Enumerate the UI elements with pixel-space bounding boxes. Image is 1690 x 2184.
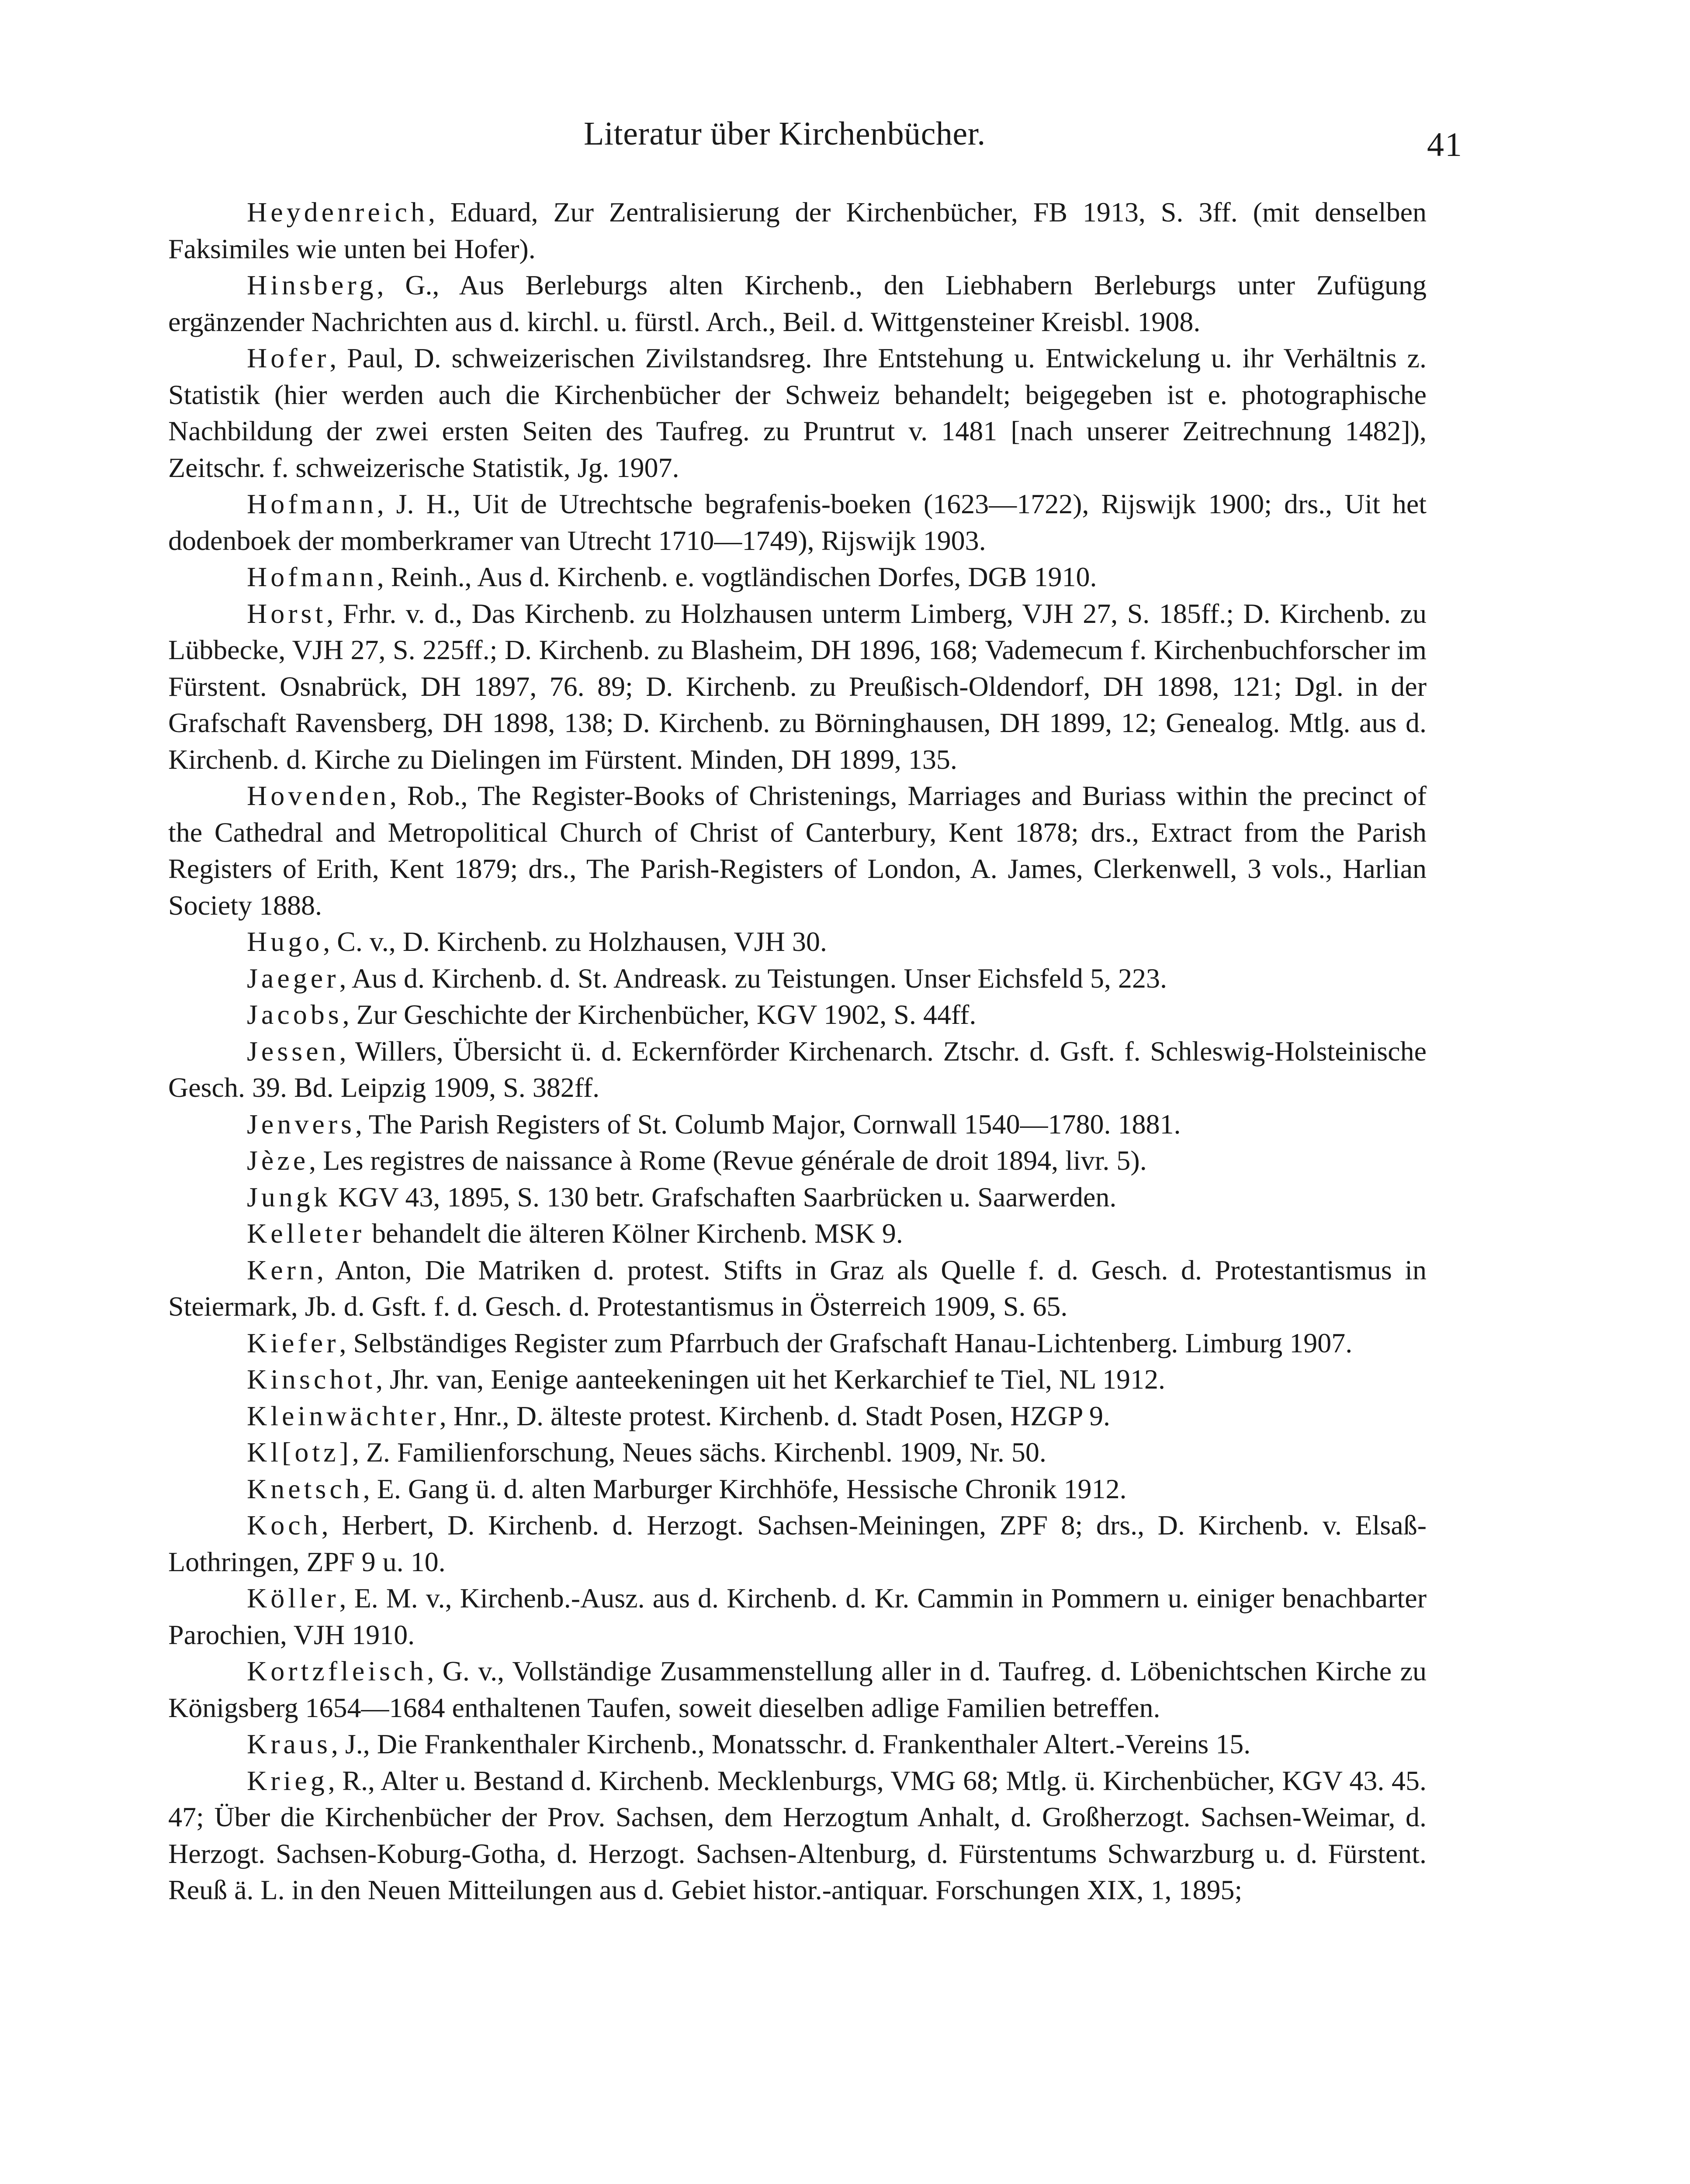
entry-author: Kelleter [247, 1218, 365, 1249]
bibliography-entry [168, 194, 1427, 267]
entry-text: , G., Aus Berleburgs alten Kirchenb., den Liebhabern Berleburgs unter Zufügung ergänzender Nachrichten aus d. kirchl. u. fürstl. Arch., Beil. d. Wittgensteiner Kreisbl. 1908. [168, 270, 1427, 337]
entry-text: , Eduard, Zur Zentralisierung der Kirchenbücher, FB 1913, S. 3ff. (mit denselben Faksimiles wie unten bei Hofer). [168, 197, 1427, 264]
entry-text: , Les registres de naissance à Rome (Revue générale de droit 1894, livr. 5). [309, 1145, 1147, 1176]
bibliography-entry [168, 1179, 1427, 1216]
bibliography-list [168, 194, 1427, 1908]
bibliography-entry [168, 267, 1427, 340]
entry-text: , Hnr., D. älteste protest. Kirchenb. d. Stadt Posen, HZGP 9. [439, 1400, 1110, 1431]
entry-text: , Herbert, D. Kirchenb. d. Herzogt. Sachsen-Meiningen, ZPF 8; drs., D. Kirchenb. v. Elsaß-Lothringen, ZPF 9 u. 10. [168, 1510, 1427, 1577]
entry-author: Hofmann [247, 561, 377, 592]
bibliography-entry [168, 340, 1427, 486]
entry-text: , C. v., D. Kirchenb. zu Holzhausen, VJH 30. [323, 926, 827, 957]
entry-author: Jaeger [247, 962, 339, 994]
entry-text: , Zur Geschichte der Kirchenbücher, KGV 1902, S. 44ff. [342, 999, 977, 1030]
bibliography-entry [168, 1142, 1427, 1179]
bibliography-entry [168, 1434, 1427, 1471]
entry-author: Jèze [247, 1145, 309, 1176]
bibliography-entry [168, 595, 1427, 778]
entry-author: Krieg [247, 1765, 328, 1796]
bibliography-entry [168, 1653, 1427, 1726]
bibliography-entry [168, 960, 1427, 997]
running-title: Literatur über Kirchenbücher. [584, 115, 986, 152]
bibliography-entry [168, 1580, 1427, 1653]
entry-text: , Rob., The Register-Books of Christenings, Marriages and Buriass within the precinct of the Cathedral and Metropolitical Church of Christ of Canterbury, Kent 1878; drs., Extract from the Parish Registers of Erith, Kent 1879; drs., The Parish-Registers of London, A. James, Clerkenwell, 3 vols., Harlian Society 1888. [168, 780, 1427, 921]
entry-author: Knetsch [247, 1473, 363, 1504]
entry-author: Hofer [247, 342, 330, 373]
bibliography-entry [168, 1252, 1427, 1325]
bibliography-entry [168, 1471, 1427, 1507]
entry-author: Jenvers [247, 1108, 355, 1140]
bibliography-entry [168, 1726, 1427, 1762]
page-number: 41 [1427, 125, 1463, 163]
entry-author: Koch [247, 1510, 322, 1541]
entry-author: Kraus [247, 1728, 331, 1759]
entry-author: Jessen [247, 1035, 339, 1067]
entry-text: , Frhr. v. d., Das Kirchenb. zu Holzhausen unterm Limberg, VJH 27, S. 185ff.; D. Kirchenb. zu Lübbecke, VJH 27, S. 225ff.; D. Kirchenb. zu Blasheim, DH 1896, 168; Vademecum f. Kirchenbuchforscher im Fürstent. Osnabrück, DH 1897, 76. 89; D. Kirchenb. zu Preußisch-Oldendorf, DH 1898, 121; Dgl. in der Grafschaft Ravensberg, DH 1898, 138; D. Kirchenb. zu Börninghausen, DH 1899, 12; Genealog. Mtlg. aus d. Kirchenb. d. Kirche zu Dielingen im Fürstent. Minden, DH 1899, 135. [168, 598, 1427, 775]
entry-author: Köller [247, 1583, 339, 1614]
entry-text: , The Parish Registers of St. Columb Major, Cornwall 1540—1780. 1881. [355, 1108, 1181, 1140]
bibliography-entry [168, 778, 1427, 923]
bibliography-entry [168, 1033, 1427, 1106]
entry-text: , Selbständiges Register zum Pfarrbuch der Grafschaft Hanau-Lichtenberg. Limburg 1907. [339, 1327, 1353, 1358]
entry-author: Hofmann [247, 488, 377, 519]
entry-author: Hinsberg [247, 270, 377, 301]
bibliography-entry [168, 996, 1427, 1033]
entry-author: Horst [247, 598, 327, 629]
entry-author: Hovenden [247, 780, 390, 811]
entry-text: , Anton, Die Matriken d. protest. Stifts in Graz als Quelle f. d. Gesch. d. Protestantismus in Steiermark, Jb. d. Gsft. f. d. Gesch. d. Protestantismus in Österreich 1909, S. 65. [168, 1254, 1427, 1322]
bibliography-entry [168, 559, 1427, 595]
entry-author: Kortzfleisch [247, 1655, 427, 1686]
entry-author: Hugo [247, 926, 323, 957]
entry-author: Kinschot [247, 1364, 376, 1395]
entry-text: behandelt die älteren Kölner Kirchenb. MSK 9. [365, 1218, 903, 1249]
entry-text: , Aus d. Kirchenb. d. St. Andreask. zu Teistungen. Unser Eichsfeld 5, 223. [339, 962, 1167, 994]
entry-author: Kleinwächter [247, 1400, 440, 1431]
bibliography-entry [168, 1507, 1427, 1580]
bibliography-entry [168, 1762, 1427, 1908]
bibliography-entry [168, 923, 1427, 960]
entry-author: Jacobs [247, 999, 343, 1030]
entry-author: Kiefer [247, 1327, 339, 1358]
entry-author: Kl[otz] [247, 1437, 352, 1468]
entry-text: , Reinh., Aus d. Kirchenb. e. vogtländischen Dorfes, DGB 1910. [377, 561, 1097, 592]
bibliography-entry [168, 486, 1427, 559]
entry-author: Kern [247, 1254, 317, 1286]
entry-text: , E. M. v., Kirchenb.-Ausz. aus d. Kirchenb. d. Kr. Cammin in Pommern u. einiger benachbarter Parochien, VJH 1910. [168, 1583, 1427, 1650]
bibliography-entry [168, 1361, 1427, 1398]
entry-text: , Paul, D. schweizerischen Zivilstandsreg. Ihre Entstehung u. Entwickelung u. ihr Verhältnis z. Statistik (hier werden auch die Kirchenbücher der Schweiz behandelt; beigegeben ist e. photographische Nachbildung der zwei ersten Seiten des Taufreg. zu Pruntrut v. 1481 [nach unserer Zeitrechnung 1482]), Zeitschr. f. schweizerische Statistik, Jg. 1907. [168, 342, 1427, 483]
entry-text: , J. H., Uit de Utrechtsche begrafenis-boeken (1623—1722), Rijswijk 1900; drs., Uit het dodenboek der momberkramer van Utrecht 1710—1749), Rijswijk 1903. [168, 488, 1427, 556]
entry-text: , E. Gang ü. d. alten Marburger Kirchhöfe, Hessische Chronik 1912. [363, 1473, 1127, 1504]
entry-text: KGV 43, 1895, S. 130 betr. Grafschaften Saarbrücken u. Saarwerden. [331, 1181, 1117, 1213]
entry-text: , J., Die Frankenthaler Kirchenb., Monatsschr. d. Frankenthaler Altert.-Vereins 15. [331, 1728, 1251, 1759]
entry-author: Heydenreich [247, 197, 428, 228]
entry-text: , Z. Familienforschung, Neues sächs. Kirchenbl. 1909, Nr. 50. [352, 1437, 1046, 1468]
entry-author: Jungk [247, 1181, 331, 1213]
bibliography-entry [168, 1106, 1427, 1143]
entry-text: , Jhr. van, Eenige aanteekeningen uit het Kerkarchief te Tiel, NL 1912. [376, 1364, 1165, 1395]
bibliography-entry [168, 1325, 1427, 1362]
bibliography-entry [168, 1398, 1427, 1434]
entry-text: , Willers, Übersicht ü. d. Eckernförder Kirchenarch. Ztschr. d. Gsft. f. Schleswig-Holsteinische Gesch. 39. Bd. Leipzig 1909, S. 382ff. [168, 1035, 1427, 1103]
entry-text: , G. v., Vollständige Zusammenstellung aller in d. Taufreg. d. Löbenichtschen Kirche zu Königsberg 1654—1684 enthaltenen Taufen, soweit dieselben adlige Familien betreffen. [168, 1655, 1427, 1723]
bibliography-entry [168, 1215, 1427, 1252]
entry-text: , R., Alter u. Bestand d. Kirchenb. Mecklenburgs, VMG 68; Mtlg. ü. Kirchenbücher, KGV 43. 45. 47; Über die Kirchenbücher der Prov. Sachsen, dem Herzogtum Anhalt, d. Großherzogt. Sachsen-Weimar, d. Herzogt. Sachsen-Koburg-Gotha, d. Herzogt. Sachsen-Altenburg, d. Fürstentums Schwarzburg u. d. Fürstent. Reuß ä. L. in den Neuen Mitteilungen aus d. Gebiet histor.-antiquar. Forschungen XIX, 1, 1895; [168, 1765, 1427, 1905]
